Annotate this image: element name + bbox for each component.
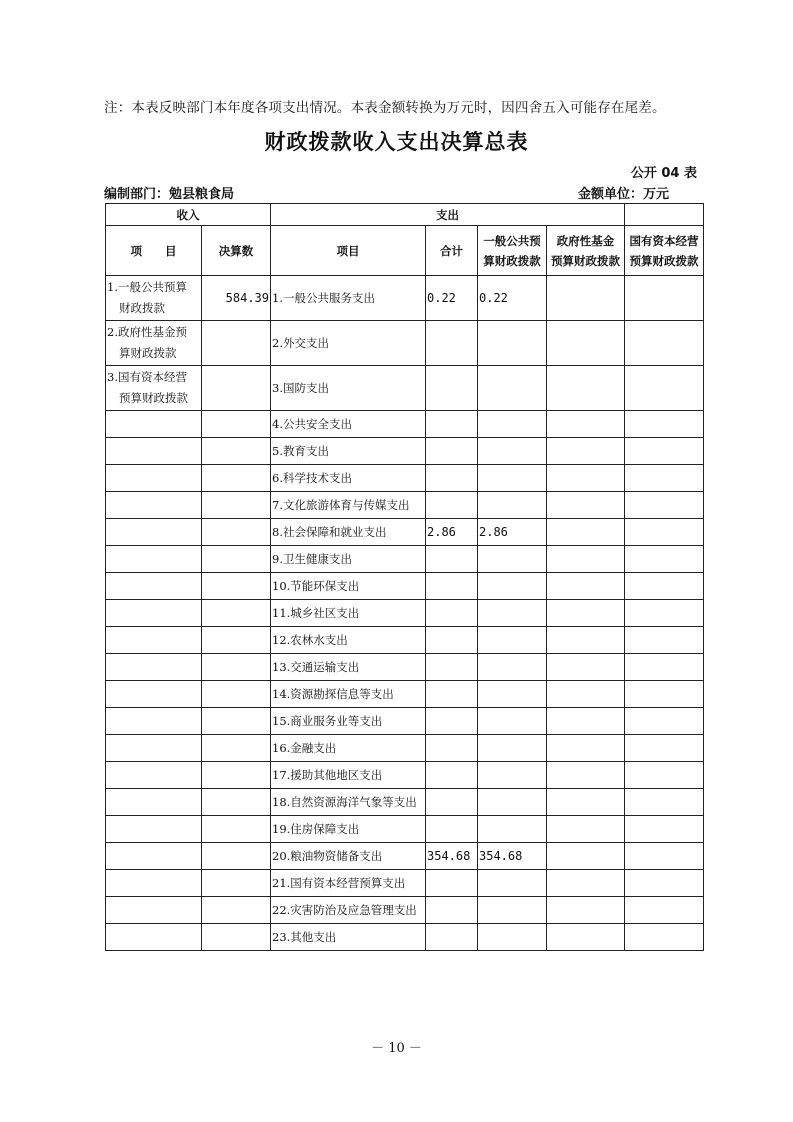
expense-state-capital <box>625 762 704 789</box>
expense-total: 0.22 <box>426 276 478 321</box>
income-item <box>106 546 202 573</box>
income-value <box>202 573 271 600</box>
expense-state-capital <box>625 924 704 951</box>
expense-item: 15.商业服务业等支出 <box>271 708 426 735</box>
expense-item: 10.节能环保支出 <box>271 573 426 600</box>
expense-general-budget <box>478 366 547 411</box>
table-row <box>106 924 704 951</box>
expense-item: 3.国防支出 <box>271 366 426 411</box>
header-row-2 <box>106 226 704 276</box>
expense-item: 9.卫生健康支出 <box>271 546 426 573</box>
table-row <box>106 600 704 627</box>
income-value <box>202 843 271 870</box>
expense-gov-fund <box>547 411 625 438</box>
expense-general-budget <box>478 411 547 438</box>
expense-gov-fund <box>547 789 625 816</box>
expense-total <box>426 627 478 654</box>
expense-state-capital <box>625 708 704 735</box>
table-row <box>106 735 704 762</box>
expense-item: 13.交通运输支出 <box>271 654 426 681</box>
expense-item-header: 项目 <box>271 226 426 276</box>
income-item <box>106 924 202 951</box>
expense-gov-fund <box>547 627 625 654</box>
expense-item: 18.自然资源海洋气象等支出 <box>271 789 426 816</box>
expense-item: 7.文化旅游体育与传媒支出 <box>271 492 426 519</box>
expense-general-budget <box>478 789 547 816</box>
expense-general-budget: 0.22 <box>478 276 547 321</box>
expense-general-budget <box>478 708 547 735</box>
expense-state-capital <box>625 654 704 681</box>
expense-gov-fund <box>547 870 625 897</box>
form-number: 公开 04 表 <box>630 166 697 181</box>
income-value: 584.39 <box>202 276 271 321</box>
expense-general-budget <box>478 321 547 366</box>
expense-state-capital <box>625 492 704 519</box>
page-number: － 10 － <box>371 1041 422 1056</box>
income-item <box>106 843 202 870</box>
income-value <box>202 366 271 411</box>
expense-total <box>426 870 478 897</box>
compiling-department: 编制部门：勉县粮食局 <box>104 187 235 202</box>
table-row <box>106 438 704 465</box>
amount-unit: 金额单位：万元 <box>578 187 670 202</box>
general-budget-header <box>478 226 547 276</box>
income-value <box>202 627 271 654</box>
expense-gov-fund <box>547 366 625 411</box>
income-item-line1: 3.国有资本经营 <box>107 370 187 384</box>
income-item-line2: 算财政拨款 <box>119 346 177 360</box>
expense-gov-fund <box>547 519 625 546</box>
expense-item: 20.粮油物资储备支出 <box>271 843 426 870</box>
expense-total <box>426 321 478 366</box>
expense-gov-fund <box>547 276 625 321</box>
income-item-line1: 1.一般公共预算 <box>107 280 187 294</box>
expense-gov-fund <box>547 708 625 735</box>
income-item <box>106 276 202 321</box>
income-value <box>202 600 271 627</box>
expense-total <box>426 654 478 681</box>
expense-state-capital <box>625 321 704 366</box>
income-item <box>106 627 202 654</box>
expense-total: 2.86 <box>426 519 478 546</box>
income-item <box>106 681 202 708</box>
expense-gov-fund <box>547 816 625 843</box>
expense-total <box>426 366 478 411</box>
expense-state-capital <box>625 573 704 600</box>
expense-general-budget <box>478 438 547 465</box>
income-value <box>202 681 271 708</box>
expense-general-budget <box>478 924 547 951</box>
expense-general-budget <box>478 654 547 681</box>
expense-total <box>426 762 478 789</box>
table-row <box>106 870 704 897</box>
income-item <box>106 492 202 519</box>
table-row <box>106 654 704 681</box>
expense-general-budget <box>478 465 547 492</box>
income-item <box>106 465 202 492</box>
expense-gov-fund <box>547 735 625 762</box>
income-value <box>202 789 271 816</box>
header-row-1 <box>106 204 704 226</box>
income-value <box>202 708 271 735</box>
expense-item: 6.科学技术支出 <box>271 465 426 492</box>
expense-total <box>426 789 478 816</box>
expense-item: 16.金融支出 <box>271 735 426 762</box>
table-row <box>106 519 704 546</box>
income-value <box>202 438 271 465</box>
expense-state-capital <box>625 276 704 321</box>
expense-gov-fund <box>547 492 625 519</box>
expense-state-capital <box>625 627 704 654</box>
expense-item: 8.社会保障和就业支出 <box>271 519 426 546</box>
expense-state-capital <box>625 681 704 708</box>
expense-total <box>426 924 478 951</box>
expense-total <box>426 411 478 438</box>
expense-item: 14.资源勘探信息等支出 <box>271 681 426 708</box>
expense-general-budget: 354.68 <box>478 843 547 870</box>
expense-gov-fund <box>547 465 625 492</box>
income-value <box>202 519 271 546</box>
table-row <box>106 681 704 708</box>
expense-state-capital <box>625 600 704 627</box>
expense-header: 支出 <box>271 204 625 226</box>
expense-general-budget <box>478 492 547 519</box>
expense-item: 22.灾害防治及应急管理支出 <box>271 897 426 924</box>
state-capital-header <box>625 226 704 276</box>
income-value <box>202 897 271 924</box>
income-item <box>106 897 202 924</box>
expense-gov-fund <box>547 843 625 870</box>
final-amount-header: 决算数 <box>202 226 271 276</box>
expense-general-budget <box>478 897 547 924</box>
expense-general-budget <box>478 870 547 897</box>
income-value <box>202 465 271 492</box>
expense-item: 5.教育支出 <box>271 438 426 465</box>
page-title: 财政拨款收入支出决算总表 <box>264 130 529 154</box>
expense-item: 12.农林水支出 <box>271 627 426 654</box>
expense-state-capital <box>625 519 704 546</box>
income-item <box>106 519 202 546</box>
table-row <box>106 708 704 735</box>
expense-general-budget <box>478 600 547 627</box>
income-item-header: 项 目 <box>106 226 202 276</box>
income-header: 收入 <box>106 204 271 226</box>
income-item <box>106 870 202 897</box>
table-row <box>106 546 704 573</box>
expense-total <box>426 438 478 465</box>
income-value <box>202 654 271 681</box>
gov-fund-header-line2: 预算财政拨款 <box>551 253 620 268</box>
expense-item: 1.一般公共服务支出 <box>271 276 426 321</box>
general-budget-header-line2: 算财政拨款 <box>483 253 541 268</box>
expense-state-capital <box>625 843 704 870</box>
expense-total: 354.68 <box>426 843 478 870</box>
income-item <box>106 654 202 681</box>
table-row <box>106 816 704 843</box>
expense-gov-fund <box>547 438 625 465</box>
expense-total <box>426 735 478 762</box>
expense-general-budget <box>478 627 547 654</box>
expense-general-budget <box>478 681 547 708</box>
expense-item: 19.住房保障支出 <box>271 816 426 843</box>
income-value <box>202 870 271 897</box>
table-row <box>106 843 704 870</box>
income-item <box>106 789 202 816</box>
expense-state-capital <box>625 789 704 816</box>
expense-total <box>426 573 478 600</box>
expense-gov-fund <box>547 573 625 600</box>
expense-gov-fund <box>547 321 625 366</box>
income-value <box>202 816 271 843</box>
income-value <box>202 546 271 573</box>
table-row <box>106 366 704 411</box>
income-item-line1: 2.政府性基金预 <box>107 325 187 339</box>
income-item <box>106 411 202 438</box>
expense-total <box>426 492 478 519</box>
expense-total <box>426 897 478 924</box>
table-row <box>106 492 704 519</box>
expense-gov-fund <box>547 681 625 708</box>
expense-total <box>426 465 478 492</box>
expense-general-budget <box>478 816 547 843</box>
budget-table <box>105 203 704 951</box>
expense-state-capital <box>625 897 704 924</box>
expense-gov-fund <box>547 654 625 681</box>
income-item <box>106 735 202 762</box>
expense-state-capital <box>625 366 704 411</box>
table-row <box>106 897 704 924</box>
income-value <box>202 735 271 762</box>
expense-state-capital <box>625 546 704 573</box>
expense-general-budget <box>478 762 547 789</box>
expense-item: 11.城乡社区支出 <box>271 600 426 627</box>
table-row <box>106 627 704 654</box>
total-header: 合计 <box>426 226 478 276</box>
expense-total <box>426 681 478 708</box>
gov-fund-header-line1: 政府性基金 <box>556 233 615 248</box>
expense-total <box>426 546 478 573</box>
expense-item: 4.公共安全支出 <box>271 411 426 438</box>
expense-gov-fund <box>547 600 625 627</box>
income-value <box>202 762 271 789</box>
expense-item: 21.国有资本经营预算支出 <box>271 870 426 897</box>
expense-total <box>426 600 478 627</box>
income-value <box>202 321 271 366</box>
expense-item: 2.外交支出 <box>271 321 426 366</box>
expense-item: 17.援助其他地区支出 <box>271 762 426 789</box>
income-item <box>106 366 202 411</box>
expense-state-capital <box>625 816 704 843</box>
expense-total <box>426 816 478 843</box>
income-item <box>106 708 202 735</box>
income-item-line2: 预算财政拨款 <box>119 391 188 405</box>
expense-gov-fund <box>547 924 625 951</box>
income-value <box>202 411 271 438</box>
expense-general-budget: 2.86 <box>478 519 547 546</box>
income-item <box>106 600 202 627</box>
table-row <box>106 789 704 816</box>
state-capital-header-line2: 预算财政拨款 <box>629 253 699 268</box>
income-value <box>202 492 271 519</box>
income-item <box>106 573 202 600</box>
expense-state-capital <box>625 465 704 492</box>
expense-state-capital <box>625 438 704 465</box>
expense-general-budget <box>478 546 547 573</box>
expense-gov-fund <box>547 897 625 924</box>
table-note: 注：本表反映部门本年度各项支出情况。本表金额转换为万元时，因四舍五入可能存在尾差。 <box>104 100 666 116</box>
income-item <box>106 762 202 789</box>
expense-gov-fund <box>547 762 625 789</box>
table-row <box>106 762 704 789</box>
income-item <box>106 438 202 465</box>
expense-total <box>426 708 478 735</box>
expense-gov-fund <box>547 546 625 573</box>
table-row <box>106 321 704 366</box>
table-row <box>106 411 704 438</box>
state-capital-header-line1: 国有资本经营 <box>629 233 699 248</box>
expense-general-budget <box>478 735 547 762</box>
income-item-line2: 财政拨款 <box>119 301 165 315</box>
income-item <box>106 816 202 843</box>
income-item <box>106 321 202 366</box>
table-row <box>106 573 704 600</box>
gov-fund-header <box>547 226 625 276</box>
expense-state-capital <box>625 870 704 897</box>
expense-state-capital <box>625 411 704 438</box>
expense-item: 23.其他支出 <box>271 924 426 951</box>
empty-header-cell <box>625 204 704 226</box>
expense-state-capital <box>625 735 704 762</box>
expense-general-budget <box>478 573 547 600</box>
general-budget-header-line1: 一般公共预 <box>483 233 541 248</box>
table-row <box>106 276 704 321</box>
income-value <box>202 924 271 951</box>
table-row <box>106 465 704 492</box>
